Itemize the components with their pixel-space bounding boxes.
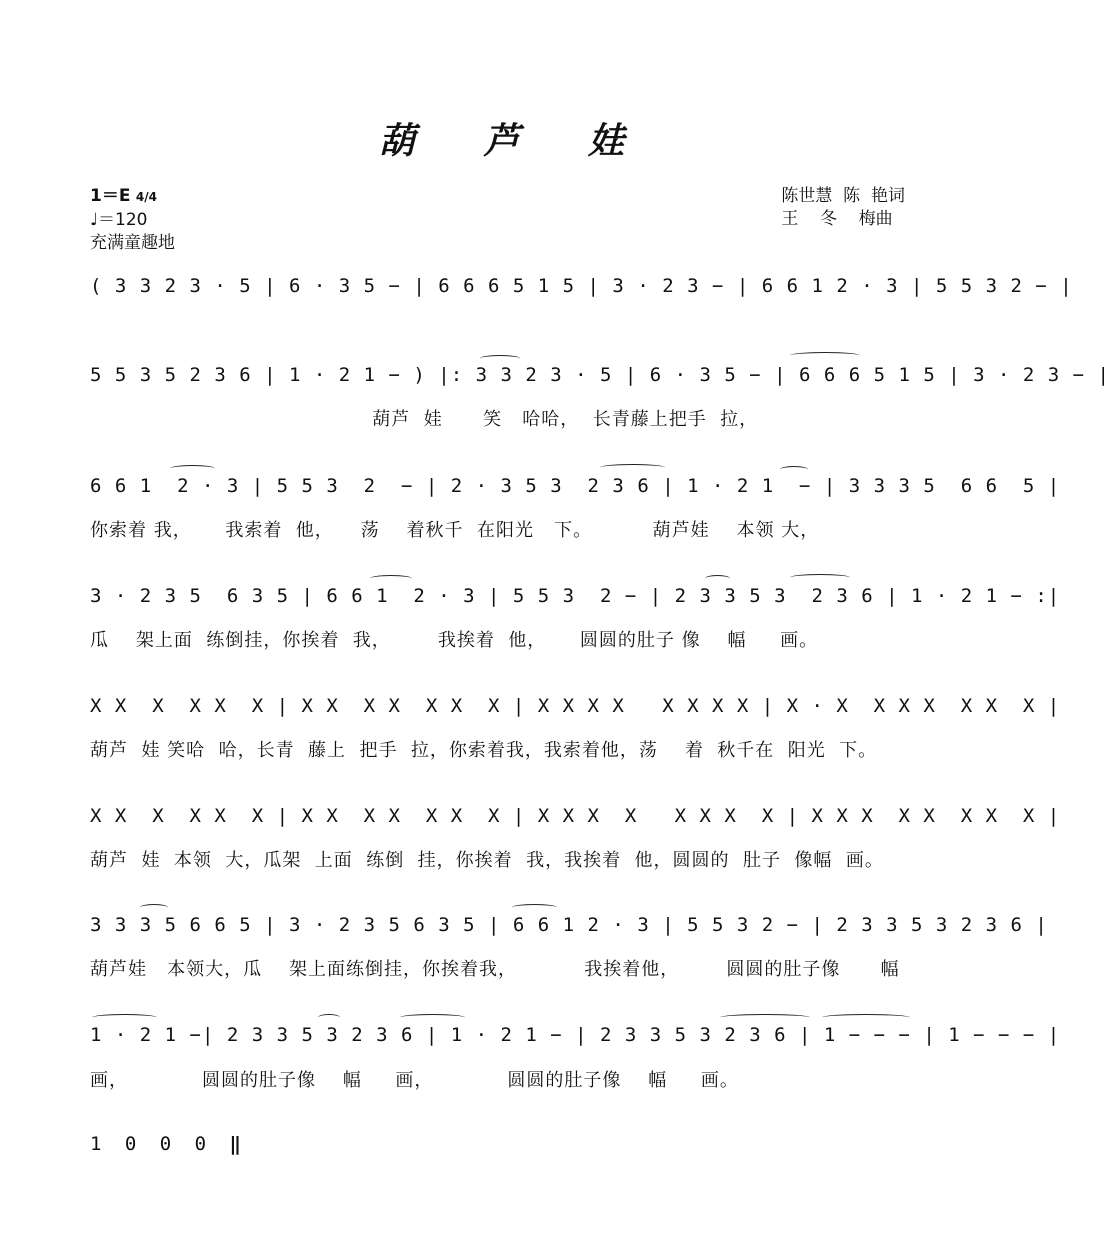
lyricist-credit: 陈世慧 陈 艳词 <box>781 186 905 206</box>
notation-line: 6 6 1 2 · 3 | 5 5 3 2 − | 2 · 3 5 3 2 3 6 | 1 · 2 1 − | 3 3 3 5 6 6 5 | <box>90 475 1061 497</box>
tie-mark <box>705 575 730 582</box>
ending-notes: 1 0 0 0 <box>90 1133 213 1155</box>
rhythm-line: X X X X X X | X X X X X X X | X X X X X X X X | X · X X X X X X X | <box>90 695 1061 717</box>
tempo-marking: ♩＝120 <box>90 210 148 230</box>
tie-mark <box>318 1014 340 1021</box>
lyrics-line: 葫芦 娃 笑 哈哈， 长青藤上把手 拉， <box>90 409 759 430</box>
ending-line <box>90 1133 241 1155</box>
notation-line: 1 · 2 1 −| 2 3 3 5 3 2 3 6 | 1 · 2 1 − | 2 3 3 5 3 2 3 6 | 1 − − − | 1 − − − | <box>90 1024 1061 1046</box>
lyrics-line: 葫芦 娃 笑哈 哈，长青 藤上 把手 拉，你索着我，我索着他，荡 着 秋千在 阳光 下。 <box>90 740 878 761</box>
tie-mark <box>400 1014 465 1021</box>
rhythm-line: X X X X X X | X X X X X X X | X X X X X X X X | X X X X X X X X | <box>90 805 1061 827</box>
expression-marking: 充满童趣地 <box>90 233 175 253</box>
tie-mark <box>92 1014 157 1021</box>
notation-line: 5 5 3 5 2 3 6 | 1 · 2 1 − ) |: 3 3 2 3 · 5 | 6 · 3 5 − | 6 6 6 5 1 5 | 3 · 2 3 − | <box>90 364 1110 386</box>
notation-line: 3 3 3 5 6 6 5 | 3 · 2 3 5 6 3 5 | 6 6 1 2 · 3 | 5 5 3 2 − | 2 3 3 5 3 2 3 6 | <box>90 914 1048 936</box>
lyrics-line: 葫芦娃 本领大，瓜 架上面练倒挂，你挨着我， 我挨着他， 圆圆的肚子像 幅 <box>90 959 900 980</box>
tie-mark <box>790 352 860 359</box>
tie-mark <box>720 1014 810 1021</box>
tie-mark <box>600 464 665 471</box>
key-label: 1＝E <box>90 186 131 206</box>
tie-mark <box>512 904 557 911</box>
lyrics-line: 葫芦 娃 本领 大，瓜架 上面 练倒 挂，你挨着 我，我挨着 他，圆圆的 肚子 像幅 画。 <box>90 850 884 871</box>
song-title: 葫 芦 娃 <box>378 120 653 162</box>
tie-mark <box>170 465 215 472</box>
key-signature <box>90 185 175 209</box>
tie-mark <box>370 575 412 582</box>
tie-mark <box>790 574 850 581</box>
composer-credit: 王 冬 梅曲 <box>781 209 893 229</box>
key-tempo-block <box>90 185 175 255</box>
tie-mark <box>780 466 808 473</box>
tie-mark <box>480 355 520 362</box>
lyrics-line: 画， 圆圆的肚子像 幅 画， 圆圆的肚子像 幅 画。 <box>90 1070 739 1091</box>
tie-mark <box>140 904 168 911</box>
lyrics-line: 瓜 架上面 练倒挂，你挨着 我， 我挨着 他， 圆圆的肚子 像 幅 画。 <box>90 630 819 651</box>
time-signature: 4/4 <box>135 190 157 204</box>
notation-line: ( 3 3 2 3 · 5 | 6 · 3 5 − | 6 6 6 5 1 5 | 3 · 2 3 − | 6 6 1 2 · 3 | 5 5 3 2 − | <box>90 275 1073 297</box>
notation-line: 3 · 2 3 5 6 3 5 | 6 6 1 2 · 3 | 5 5 3 2 − | 2 3 3 5 3 2 3 6 | 1 · 2 1 − :| <box>90 585 1061 607</box>
credits-block <box>781 185 905 231</box>
tie-mark <box>822 1014 910 1021</box>
final-barline: ‖ <box>229 1133 241 1155</box>
lyrics-line: 你索着 我， 我索着 他， 荡 着秋千 在阳光 下。 葫芦娃 本领 大， <box>90 520 820 541</box>
